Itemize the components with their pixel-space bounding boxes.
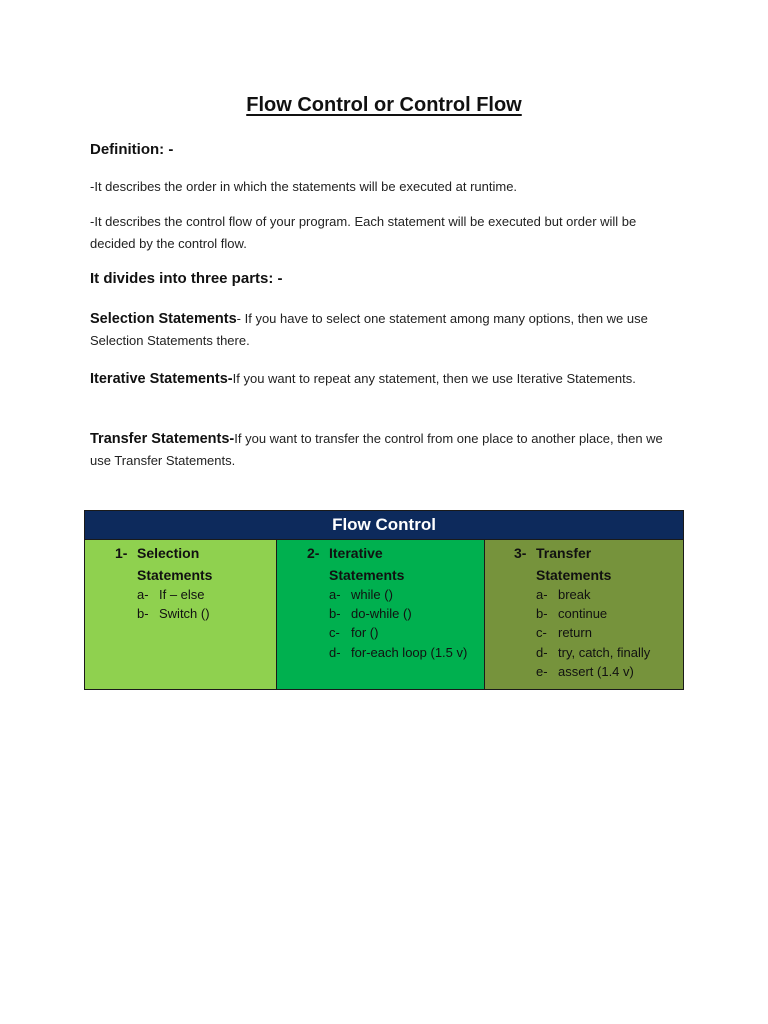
- item-label: for-each loop (1.5 v): [351, 644, 468, 660]
- part-lead: Selection Statements: [90, 311, 237, 327]
- definition-paragraph: -It describes the order in which the statements will be executed at runtime.: [90, 179, 518, 194]
- item-label: do-while (): [351, 606, 412, 622]
- column-number: 2-: [307, 545, 320, 561]
- item-label: for (): [351, 625, 379, 641]
- definition-paragraph: -It describes the control flow of your program. Each statement will be executed but order will be decided by the control flow.: [90, 214, 637, 251]
- item-marker: b-: [137, 606, 149, 622]
- item-label: continue: [558, 606, 608, 622]
- parts-heading: It divides into three parts: -: [90, 270, 283, 287]
- item-label: while (): [351, 587, 393, 602]
- item-label: try, catch, finally: [558, 644, 651, 660]
- item-label: break: [558, 587, 591, 602]
- part-selection: [90, 308, 680, 352]
- item-marker: d-: [536, 644, 548, 660]
- item-marker: a-: [536, 587, 548, 602]
- item-marker: b-: [329, 606, 341, 622]
- part-transfer: [90, 428, 680, 472]
- column-title: Iterative Statements: [329, 545, 405, 583]
- column-title: Selection Statements: [137, 545, 213, 583]
- item-marker: a-: [329, 587, 341, 602]
- part-text: - If you have to select one statement among many options, then we use Selection Statements there.: [90, 311, 648, 348]
- item-label: If – else: [159, 587, 205, 602]
- item-marker: b-: [536, 606, 548, 622]
- table-column-selection: [85, 540, 277, 689]
- table-column-iterative: [277, 540, 485, 689]
- item-label: Switch (): [159, 606, 210, 622]
- definition-heading: Definition: -: [90, 141, 174, 158]
- part-text: If you want to transfer the control from one place to another place, then we use Transfer Statements.: [90, 431, 663, 468]
- table-header: Flow Control: [85, 511, 683, 540]
- item-label: assert (1.4 v): [558, 663, 634, 679]
- part-text: If you want to repeat any statement, then we use Iterative Statements.: [232, 371, 636, 386]
- item-marker: d-: [329, 644, 341, 660]
- item-marker: c-: [536, 625, 547, 641]
- column-number: 1-: [115, 545, 128, 561]
- item-marker: c-: [329, 625, 340, 641]
- item-marker: e-: [536, 663, 548, 679]
- flow-control-table: [84, 510, 684, 690]
- column-title: Transfer Statements: [536, 545, 612, 583]
- item-label: return: [558, 625, 592, 641]
- item-marker: a-: [137, 587, 149, 602]
- part-lead: Iterative Statements-: [90, 371, 233, 387]
- document-title: Flow Control or Control Flow: [246, 94, 522, 116]
- part-lead: Transfer Statements-: [90, 431, 235, 447]
- part-iterative: [90, 368, 680, 390]
- column-number: 3-: [514, 545, 527, 561]
- table-column-transfer: [485, 540, 683, 689]
